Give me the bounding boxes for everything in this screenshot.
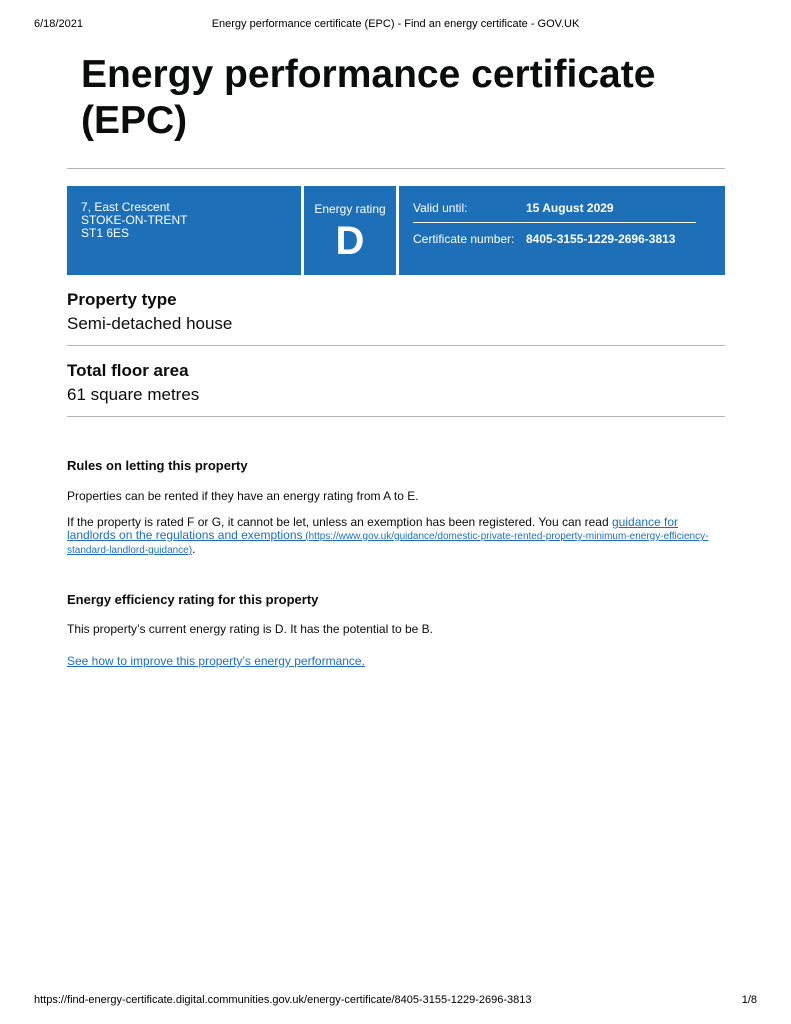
print-page-number: 1/8 bbox=[741, 994, 757, 1006]
print-header bbox=[34, 18, 757, 32]
certificate-info-panel bbox=[399, 186, 725, 275]
floor-area-label: Total floor area bbox=[67, 361, 189, 380]
floor-area-item bbox=[67, 361, 725, 405]
energy-rating-letter: D bbox=[335, 219, 365, 263]
landlord-guidance-link[interactable]: guidance for landlords on the regulations and exemptions bbox=[67, 515, 679, 542]
valid-until-value: 15 August 2029 bbox=[526, 201, 614, 215]
section-divider bbox=[67, 345, 725, 346]
address-line-3: ST1 6ES bbox=[81, 226, 130, 240]
property-address bbox=[81, 201, 187, 240]
print-date: 6/18/2021 bbox=[34, 18, 83, 30]
page-title: Energy performance certificate (EPC) bbox=[81, 53, 656, 142]
exemption-text-prefix: If the property is rated F or G, it cannot be let, unless an exemption has been registered. You can read bbox=[67, 515, 612, 529]
letting-rules-heading: Rules on letting this property bbox=[67, 458, 248, 473]
address-line-2: STOKE-ON-TRENT bbox=[81, 213, 188, 227]
print-footer bbox=[34, 994, 757, 1008]
certificate-number-label: Certificate number: bbox=[413, 232, 515, 246]
efficiency-text: This property’s current energy rating is D. It has the potential to be B. bbox=[67, 622, 433, 636]
valid-until-label: Valid until: bbox=[413, 201, 468, 215]
property-type-item bbox=[67, 290, 725, 334]
section-divider bbox=[67, 416, 725, 417]
efficiency-heading: Energy efficiency rating for this property bbox=[67, 592, 319, 607]
property-type-label: Property type bbox=[67, 290, 177, 309]
title-divider bbox=[67, 168, 725, 169]
epc-summary-banner bbox=[67, 186, 725, 275]
certificate-number-value: 8405-3155-1229-2696-3813 bbox=[526, 232, 676, 246]
improve-link-row bbox=[67, 655, 727, 668]
floor-area-value: 61 square metres bbox=[67, 385, 200, 404]
print-url: https://find-energy-certificate.digital.communities.gov.uk/energy-certificate/8405-3155-1229-2696-3813 bbox=[34, 994, 532, 1006]
print-page-title: Energy performance certificate (EPC) - Find an energy certificate - GOV.UK bbox=[211, 18, 580, 30]
letting-rules-text: Properties can be rented if they have an energy rating from A to E. bbox=[67, 489, 419, 503]
landlord-guidance-url[interactable]: (https://www.gov.uk/guidance/domestic-private-rented-property-minimum-energy-efficiency-standard-landlord-guidance) bbox=[67, 531, 709, 556]
property-type-value: Semi-detached house bbox=[67, 314, 233, 333]
improve-performance-link[interactable]: See how to improve this property’s energy performance. bbox=[67, 654, 365, 668]
energy-rating-label: Energy rating bbox=[314, 202, 386, 216]
address-line-1: 7, East Crescent bbox=[81, 200, 170, 214]
exemption-text bbox=[67, 516, 727, 557]
exemption-text-suffix: . bbox=[192, 542, 196, 556]
energy-rating-panel bbox=[304, 186, 396, 275]
address-panel bbox=[67, 186, 301, 275]
info-divider bbox=[413, 222, 696, 223]
